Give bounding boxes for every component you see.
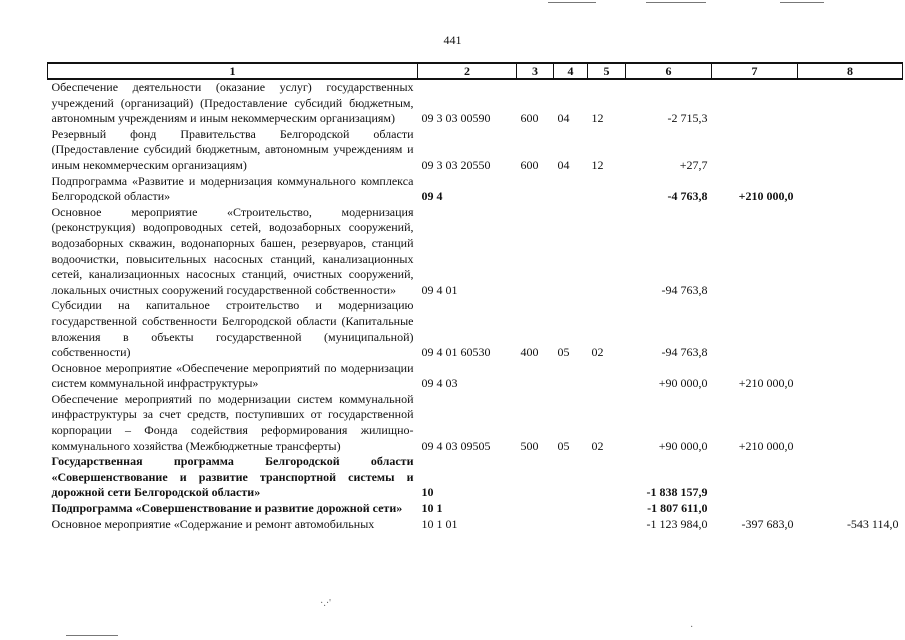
row-col7: +210 000,0 [738, 438, 794, 453]
column-header-7: 7 [712, 63, 798, 79]
table-row [48, 79, 903, 127]
row-code: 09 3 03 00590 [421, 111, 491, 126]
table-header-row [48, 63, 903, 79]
row-name: Основное мероприятие «Содержание и ремонт автомобильных [51, 516, 375, 531]
row-name: Подпрограмма «Развитие и модернизация коммунального комплекса Белгородской области» [51, 173, 414, 204]
scan-artifact-top-2 [646, 2, 706, 3]
row-col8 [798, 361, 903, 392]
column-header-6: 6 [626, 63, 712, 79]
row-code: 09 4 03 [421, 376, 458, 391]
row-code: 10 [421, 485, 434, 500]
row-name: Государственная программа Белгородской области «Совершенствование и развитие транспортной системы и дорожной сети Белгородской области» [51, 454, 414, 500]
row-col5 [588, 174, 626, 205]
column-header-2: 2 [418, 63, 517, 79]
row-col8 [798, 205, 903, 299]
row-col3 [517, 174, 554, 205]
row-col5: 12 [591, 111, 604, 126]
row-col8: -543 114,0 [846, 516, 899, 531]
row-code: 10 1 [421, 501, 443, 516]
scan-speck: · [690, 622, 694, 633]
row-col8 [798, 79, 903, 127]
row-col5 [588, 361, 626, 392]
table-row [48, 454, 903, 501]
table-row [48, 361, 903, 392]
row-col5 [588, 501, 626, 517]
table-row [48, 501, 903, 517]
page-number: 441 [443, 33, 462, 47]
row-col6: +90 000,0 [658, 438, 708, 453]
row-col7: +210 000,0 [738, 189, 794, 204]
row-col4 [554, 205, 588, 299]
row-col6: +27,7 [679, 157, 708, 172]
column-header-1: 1 [48, 63, 418, 79]
row-col6: -94 763,8 [661, 282, 708, 297]
row-name: Основное мероприятие «Строительство, модернизация (реконструкция) водопроводных сетей, водозаборных сооружений, водозаборных скважин, водонапорных башен, резервуаров, станций водоочистки, повысительных насосных станций, канализационных сетей, канализационных насосных станций, очистных сооружений, локальных очистных сооружений государственной собственности» [51, 204, 414, 297]
table-row [48, 298, 903, 360]
column-header-8: 8 [798, 63, 903, 79]
row-col3: 600 [520, 111, 539, 126]
row-col6: -1 123 984,0 [646, 516, 708, 531]
row-code: 09 3 03 20550 [421, 157, 491, 172]
row-col5 [588, 454, 626, 501]
row-col4 [554, 501, 588, 517]
row-col3 [517, 517, 554, 533]
row-col6: -1 807 611,0 [647, 501, 708, 516]
row-col7: +210 000,0 [738, 376, 794, 391]
row-col5 [588, 517, 626, 533]
row-col4: 04 [557, 111, 570, 126]
row-col7 [712, 298, 798, 360]
row-col5: 02 [591, 438, 604, 453]
row-col4 [554, 361, 588, 392]
row-col3 [517, 501, 554, 517]
row-code: 09 4 01 [421, 282, 458, 297]
row-col6: +90 000,0 [658, 376, 708, 391]
row-col6: -2 715,3 [667, 111, 708, 126]
row-col7 [712, 454, 798, 501]
row-col8 [798, 454, 903, 501]
row-col4: 05 [557, 438, 570, 453]
row-col8 [798, 392, 903, 454]
table-row [48, 392, 903, 454]
row-col7 [712, 79, 798, 127]
row-col3: 500 [520, 438, 539, 453]
row-col6: -1 838 157,9 [646, 485, 708, 500]
row-name: Подпрограмма «Совершенствование и развитие дорожной сети» [51, 501, 403, 516]
table-row [48, 174, 903, 205]
scan-artifact-top-1 [548, 2, 596, 3]
row-name: Обеспечение деятельности (оказание услуг) государственных учреждений (организаций) (Предоставление субсидий бюджетным, автономным учреждениям и иным некоммерческим организациям) [51, 80, 414, 126]
row-col4 [554, 454, 588, 501]
row-col6: -94 763,8 [661, 345, 708, 360]
row-code: 10 1 01 [421, 516, 458, 531]
row-col8 [798, 127, 903, 174]
row-col6: -4 763,8 [667, 189, 708, 204]
row-code: 09 4 01 60530 [421, 345, 491, 360]
table-row [48, 127, 903, 174]
row-col7 [712, 205, 798, 299]
row-col4 [554, 517, 588, 533]
row-col8 [798, 501, 903, 517]
row-col3: 400 [520, 345, 539, 360]
budget-table [47, 62, 903, 532]
row-code: 09 4 03 09505 [421, 438, 491, 453]
table-row [48, 205, 903, 299]
table-body [48, 79, 903, 532]
row-col7 [712, 501, 798, 517]
column-header-5: 5 [588, 63, 626, 79]
row-name: Основное мероприятие «Обеспечение мероприятий по модернизации систем коммунальной инфраструктуры» [51, 360, 414, 391]
row-col3 [517, 205, 554, 299]
row-col3 [517, 454, 554, 501]
row-name: Субсидии на капитальное строительство и модернизацию государственной собственности Белгородской области (Капитальные вложения в объекты государственной (муниципальной) собственности) [51, 298, 414, 360]
row-name: Резервный фонд Правительства Белгородской области (Предоставление субсидий бюджетным, автономным учреждениям и иным некоммерческим организациям) [51, 126, 414, 172]
row-name: Обеспечение мероприятий по модернизации систем коммунальной инфраструктуры за счет средств, поступивших от государственной корпорации – Фонда содействия реформирования жилищно-коммунального хозяйства (Межбюджетные трансферты) [51, 391, 414, 453]
table-row [48, 517, 903, 533]
row-col5: 02 [591, 345, 604, 360]
scan-artifact-top-3 [780, 2, 824, 3]
column-header-3: 3 [517, 63, 554, 79]
scan-artifact-bottom [66, 635, 118, 636]
row-code: 09 4 [421, 189, 443, 204]
scan-speck: ·.·' [320, 598, 331, 609]
row-col5 [588, 205, 626, 299]
column-header-4: 4 [554, 63, 588, 79]
row-col8 [798, 298, 903, 360]
row-col4: 04 [557, 157, 570, 172]
row-col3 [517, 361, 554, 392]
row-col8 [798, 174, 903, 205]
row-col3: 600 [520, 157, 539, 172]
row-col5: 12 [591, 157, 604, 172]
row-col4: 05 [557, 345, 570, 360]
row-col4 [554, 174, 588, 205]
row-col7 [712, 127, 798, 174]
row-col7: -397 683,0 [741, 516, 794, 531]
